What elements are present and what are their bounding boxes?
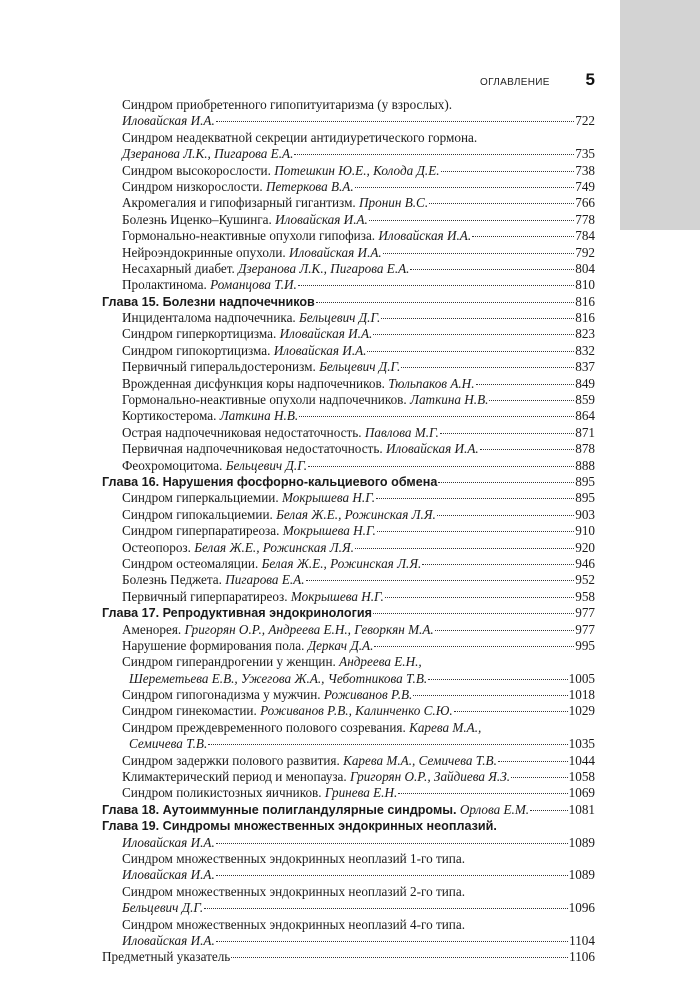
toc-entry (102, 195, 595, 211)
page-number: 5 (585, 70, 595, 89)
chapter-heading (102, 605, 595, 621)
entry-author: Шереметьева Е.В., Ужегова Ж.А., Чеботникова Т.В. (129, 670, 428, 686)
entry-author: Иловайская И.А. (288, 244, 382, 260)
dot-leader (299, 416, 574, 417)
entry-author: Латкина Н.В. (410, 392, 489, 408)
toc-entry (102, 343, 595, 359)
toc-entry (102, 736, 595, 752)
dot-leader (204, 908, 567, 909)
entry-title: Синдром гипокортицизма. (122, 342, 271, 358)
dot-leader (489, 400, 574, 401)
entry-page: 1058 (568, 769, 595, 785)
toc-entry (102, 835, 595, 851)
entry-page: 995 (575, 637, 595, 653)
entry-author: Карева М.А., (409, 719, 482, 735)
entry-author: Пронин В.С. (359, 195, 429, 211)
toc-entry (102, 753, 595, 769)
entry-author: Белая Ж.Е., Рожинская Л.Я. (261, 555, 422, 571)
entry-author: Карева М.А., Семичева Т.В. (343, 752, 497, 768)
entry-page: 977 (575, 621, 595, 637)
toc-entry (102, 572, 595, 588)
entry-title: Синдром гипокальциемии. (122, 506, 273, 522)
entry-title: Синдром гиперкортицизма. (122, 326, 277, 342)
toc-entry (102, 261, 595, 277)
entry-title: Первичный гиперальдостеронизм. (122, 359, 316, 375)
entry-title: Несахарный диабет. (122, 260, 235, 276)
toc-entry (102, 785, 595, 801)
entry-title: Глава 18. Аутоиммунные полигландулярные синдромы. (102, 802, 457, 817)
entry-page: 1081 (568, 801, 595, 817)
toc-entry (102, 703, 595, 719)
entry-page: 859 (575, 392, 595, 408)
entry-title: Акромегалия и гипофизарный гигантизм. (122, 195, 356, 211)
entry-author: Бельцевич Д.Г. (319, 359, 401, 375)
entry-title: Синдром множественных эндокринных неоплазий 1-го типа. (122, 850, 466, 866)
chapter-heading (102, 294, 595, 310)
page-header (480, 70, 595, 90)
entry-author: Орлова Е.М. (459, 801, 530, 817)
running-head: ОГЛАВЛЕНИЕ (480, 77, 550, 88)
entry-author: Потешкин Ю.Е., Колода Д.Е. (274, 162, 440, 178)
toc-entry (102, 589, 595, 605)
toc-entry (102, 277, 595, 293)
dot-leader (316, 302, 574, 303)
toc-entry (102, 523, 595, 539)
entry-title: Синдром задержки полового развития. (122, 752, 340, 768)
dot-leader (294, 154, 574, 155)
dot-leader (374, 646, 574, 647)
entry-author: Дзеранова Л.К., Пигарова Е.А. (238, 260, 410, 276)
dot-leader (308, 466, 574, 467)
entry-page: 823 (575, 326, 595, 342)
dot-leader (511, 777, 568, 778)
entry-title: Глава 15. Болезни надпочечников (102, 294, 315, 309)
entry-author: Иловайская И.А. (279, 326, 373, 342)
toc-entry (102, 163, 595, 179)
entry-title: Кортикостерома. (122, 408, 217, 424)
entry-title: Глава 17. Репродуктивная эндокринология (102, 606, 372, 621)
dot-leader (367, 351, 574, 352)
toc-entry (102, 392, 595, 408)
entry-page: 804 (575, 260, 595, 276)
dot-leader (355, 548, 574, 549)
entry-author: Иловайская И.А. (378, 228, 472, 244)
chapter-heading (102, 474, 595, 490)
dot-leader (476, 384, 575, 385)
entry-title: Синдром остеомаляции. (122, 555, 259, 571)
toc-entry (102, 113, 595, 129)
toc-entry (102, 917, 595, 933)
dot-leader (422, 564, 574, 565)
toc-entry (102, 179, 595, 195)
entry-author: Белая Ж.Е., Рожинская Л.Я. (194, 539, 354, 555)
entry-page: 837 (575, 359, 595, 375)
entry-title: Аменорея. (122, 621, 182, 637)
dot-leader (410, 269, 574, 270)
entry-author: Павлова М.Г. (364, 424, 439, 440)
entry-author: Иловайская И.А. (122, 867, 215, 883)
dot-leader (381, 318, 574, 319)
toc-entry (102, 556, 595, 572)
entry-title: Глава 16. Нарушения фосфорно-кальциевого обмена (102, 474, 438, 489)
entry-page: 903 (575, 506, 595, 522)
entry-author: Иловайская И.А. (385, 441, 479, 457)
entry-page: 722 (575, 113, 595, 129)
toc-entry (102, 900, 595, 916)
toc-entry (102, 408, 595, 424)
dot-leader (428, 679, 567, 680)
toc-entry (102, 228, 595, 244)
dot-leader (383, 253, 574, 254)
entry-title: Синдром множественных эндокринных неоплазий 4-го типа. (122, 916, 466, 932)
entry-author: Петеркова В.А. (266, 178, 354, 194)
toc-entry (102, 310, 595, 326)
dot-leader (306, 580, 575, 581)
dot-leader (376, 498, 574, 499)
entry-author: Тюльпаков А.Н. (388, 375, 475, 391)
thumb-index-tab (620, 0, 700, 230)
entry-title: Синдром приобретенного гипопитуитаризма (у взрослых). (122, 97, 453, 112)
entry-page: 878 (575, 441, 595, 457)
toc-entry (102, 884, 595, 900)
entry-page: 910 (575, 523, 595, 539)
entry-title: Предметный указатель (102, 949, 231, 965)
entry-title: Синдром преждевременного полового созревания. (122, 719, 406, 735)
entry-title: Нейроэндокринные опухоли. (122, 244, 286, 260)
entry-title: Синдром гипогонадизма у мужчин. (122, 687, 321, 703)
entry-title: Феохромоцитома. (122, 457, 223, 473)
entry-page: 1005 (568, 670, 595, 686)
entry-title: Синдром гиперпаратиреоза. (122, 523, 280, 539)
entry-page: 871 (575, 424, 595, 440)
toc-entry (102, 654, 595, 670)
entry-page: 792 (575, 244, 595, 260)
entry-author: Пигарова Е.А. (225, 572, 305, 588)
entry-title: Синдром гиперандрогении у женщин. (122, 654, 336, 670)
entry-author: Григорян О.Р., Зайдиева Я.З. (350, 769, 511, 785)
toc-entry (102, 490, 595, 506)
entry-title: Синдром неадекватной секреции антидиуретического гормона. (122, 129, 478, 145)
entry-author: Андреева Е.Н., (339, 654, 422, 670)
entry-page: 1106 (569, 949, 595, 965)
dot-leader (373, 613, 574, 614)
entry-page: 832 (575, 342, 595, 358)
toc-entry (102, 146, 595, 162)
entry-page: 952 (575, 572, 595, 588)
toc-entry (102, 425, 595, 441)
entry-page: 766 (575, 195, 595, 211)
entry-author: Иловайская И.А. (122, 834, 215, 850)
entry-author: Дзеранова Л.К., Пигарова Е.А. (122, 146, 294, 162)
entry-page: 749 (575, 178, 595, 194)
entry-title: Синдром высокорослости. (122, 162, 271, 178)
toc-entry (102, 720, 595, 736)
entry-title: Нарушение формирования пола. (122, 637, 305, 653)
entry-page: 1104 (569, 932, 595, 948)
entry-author: Латкина Н.В. (219, 408, 299, 424)
toc-entry (102, 671, 595, 687)
toc-entry (102, 458, 595, 474)
toc-entry (102, 130, 595, 146)
entry-page: 738 (575, 162, 595, 178)
toc-entry (102, 212, 595, 228)
entry-title: Синдром низкорослости. (122, 178, 263, 194)
chapter-heading (102, 802, 595, 818)
entry-author: Иловайская И.А. (122, 932, 215, 948)
entry-author: Иловайская И.А. (275, 211, 368, 227)
entry-page: 816 (575, 293, 595, 309)
dot-leader (440, 433, 574, 434)
entry-title: Синдром гинекомастии. (122, 703, 257, 719)
chapter-heading (102, 818, 595, 834)
dot-leader (216, 843, 568, 844)
dot-leader (454, 711, 568, 712)
dot-leader (216, 941, 568, 942)
entry-page: 977 (575, 605, 595, 621)
entry-title: Врожденная дисфункция коры надпочечников. (122, 375, 385, 391)
entry-page: 920 (575, 539, 595, 555)
dot-leader (377, 531, 574, 532)
toc-entry (102, 245, 595, 261)
entry-page: 849 (575, 375, 595, 391)
entry-page: 735 (575, 146, 595, 162)
entry-page: 1069 (568, 785, 595, 801)
table-of-contents (102, 97, 595, 966)
toc-entry (102, 867, 595, 883)
toc-entry (102, 507, 595, 523)
entry-title: Синдром множественных эндокринных неоплазий 2-го типа. (122, 883, 466, 899)
entry-page: 958 (575, 588, 595, 604)
entry-title: Остеопороз. (122, 539, 191, 555)
dot-leader (472, 236, 574, 237)
dot-leader (369, 220, 574, 221)
entry-title: Климактерический период и менопауза. (122, 769, 347, 785)
entry-title: Гормонально-неактивные опухоли надпочечников. (122, 392, 407, 408)
entry-page: 946 (575, 555, 595, 571)
dot-leader (216, 121, 574, 122)
entry-title: Инциденталома надпочечника. (122, 310, 296, 326)
entry-author: Мокрышева Н.Г. (282, 523, 376, 539)
entry-title: Пролактинома. (122, 277, 207, 293)
entry-author: Гринева Е.Н. (324, 785, 398, 801)
entry-author: Мокрышева Н.Г. (290, 588, 384, 604)
entry-title: Синдром гиперкальциемии. (122, 490, 279, 506)
entry-author: Бельцевич Д.Г. (225, 457, 307, 473)
dot-leader (298, 285, 574, 286)
entry-title: Синдром поликистозных яичников. (122, 785, 322, 801)
entry-page: 1029 (568, 703, 595, 719)
entry-author: Роживанов Р.В. (323, 687, 413, 703)
entry-page: 1044 (568, 752, 595, 768)
entry-page: 888 (575, 457, 595, 473)
entry-page: 816 (575, 310, 595, 326)
entry-title: Болезнь Педжета. (122, 572, 222, 588)
entry-page: 1089 (568, 834, 595, 850)
dot-leader (216, 875, 568, 876)
toc-entry (102, 441, 595, 457)
entry-page: 1018 (568, 687, 595, 703)
toc-entry (102, 376, 595, 392)
entry-page: 1035 (568, 736, 595, 752)
entry-title: Первичная надпочечниковая недостаточность. (122, 441, 383, 457)
entry-author: Бельцевич Д.Г. (299, 310, 381, 326)
dot-leader (498, 761, 568, 762)
entry-page: 864 (575, 408, 595, 424)
toc-entry (102, 638, 595, 654)
dot-leader (401, 367, 574, 368)
toc-entry (102, 949, 595, 965)
entry-page: 895 (575, 490, 595, 506)
toc-entry (102, 97, 595, 113)
entry-author: Белая Ж.Е., Рожинская Л.Я. (276, 506, 436, 522)
dot-leader (385, 597, 574, 598)
entry-page: 784 (575, 228, 595, 244)
toc-entry (102, 851, 595, 867)
entry-author: Григорян О.Р., Андреева Е.Н., Геворкян М.А. (184, 621, 434, 637)
entry-page: 1089 (568, 867, 595, 883)
toc-entry (102, 933, 595, 949)
dot-leader (437, 515, 574, 516)
entry-title: Острая надпочечниковая недостаточность. (122, 424, 362, 440)
toc-entry (102, 359, 595, 375)
entry-title: Глава 19. Синдромы множественных эндокринных неоплазий. (102, 819, 497, 834)
dot-leader (530, 810, 568, 811)
entry-author: Мокрышева Н.Г. (281, 490, 376, 506)
toc-entry (102, 769, 595, 785)
entry-author: Иловайская И.А. (273, 342, 367, 358)
dot-leader (208, 744, 567, 745)
dot-leader (373, 334, 574, 335)
entry-page: 778 (575, 211, 595, 227)
dot-leader (429, 203, 574, 204)
dot-leader (441, 171, 575, 172)
entry-page: 810 (575, 277, 595, 293)
entry-author: Роживанов Р.В., Калинченко С.Ю. (260, 703, 453, 719)
dot-leader (413, 695, 567, 696)
entry-page: 895 (575, 473, 595, 489)
entry-author: Деркач Д.А. (307, 637, 374, 653)
dot-leader (398, 793, 567, 794)
toc-entry (102, 687, 595, 703)
dot-leader (438, 482, 574, 483)
entry-page: 1096 (568, 900, 595, 916)
toc-entry (102, 622, 595, 638)
toc-entry (102, 326, 595, 342)
entry-title: Первичный гиперпаратиреоз. (122, 588, 288, 604)
entry-author: Семичева Т.В. (129, 736, 208, 752)
dot-leader (231, 957, 568, 958)
dot-leader (435, 630, 575, 631)
entry-author: Иловайская И.А. (122, 113, 215, 129)
toc-entry (102, 540, 595, 556)
entry-title: Болезнь Иценко–Кушинга. (122, 211, 272, 227)
entry-author: Бельцевич Д.Г. (122, 900, 204, 916)
dot-leader (355, 187, 575, 188)
entry-author: Романцова Т.И. (210, 277, 297, 293)
entry-title: Гормонально-неактивные опухоли гипофиза. (122, 228, 376, 244)
dot-leader (480, 449, 575, 450)
